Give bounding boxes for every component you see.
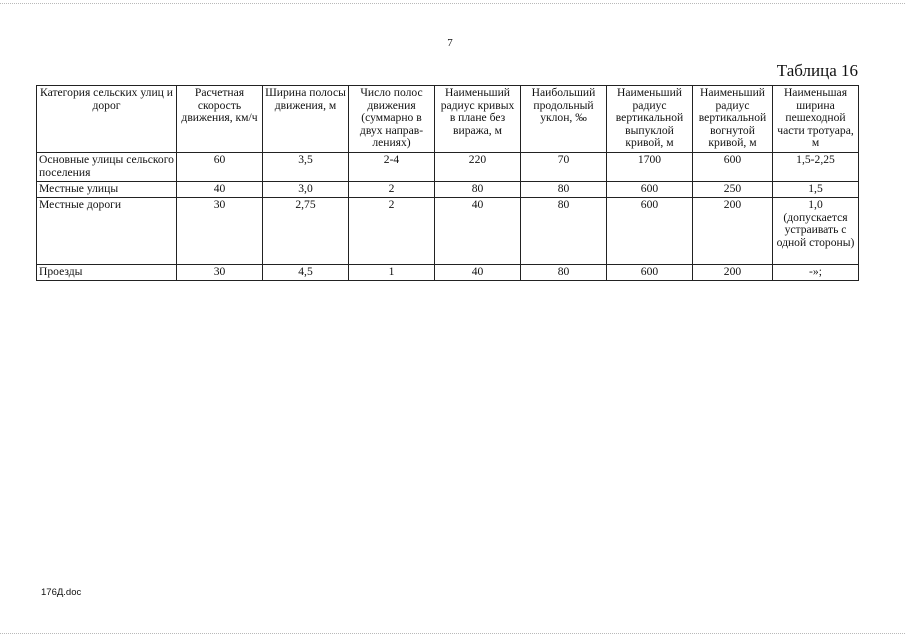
header-lane-count: Число полос движения (суммарно в двух направ-лениях): [349, 86, 435, 153]
table-cell: 40: [177, 182, 263, 198]
table-cell: 220: [435, 153, 521, 182]
page-number: 7: [447, 37, 453, 49]
header-max-gradient: Наибольший продольный уклон, ‰: [521, 86, 607, 153]
table-cell: 40: [435, 198, 521, 265]
table-cell: 250: [693, 182, 773, 198]
table-row: [37, 198, 859, 265]
table-cell: 2-4: [349, 153, 435, 182]
table-cell: 600: [693, 153, 773, 182]
table-row: [37, 182, 859, 198]
table-cell: 200: [693, 265, 773, 281]
table-cell: 2: [349, 182, 435, 198]
table-cell: Местные улицы: [37, 182, 177, 198]
table-cell: 3,5: [263, 153, 349, 182]
footer-filename: 176Д.doc: [41, 587, 82, 598]
table-cell: 1,0 (допускается устраивать с одной стороны): [773, 198, 859, 265]
table-cell: 1: [349, 265, 435, 281]
table-caption: Таблица 16: [776, 61, 858, 80]
scan-top-edge: [0, 3, 905, 4]
header-lane-width: Ширина полосы движения, м: [263, 86, 349, 153]
road-parameters-table: [36, 85, 859, 281]
table-cell: 1,5-2,25: [773, 153, 859, 182]
header-convex-radius: Наименьший радиус вертикальной выпуклой кривой, м: [607, 86, 693, 153]
table-cell: 80: [521, 198, 607, 265]
table-cell: 200: [693, 198, 773, 265]
header-min-curve-radius: Наименьший радиус кривых в плане без виража, м: [435, 86, 521, 153]
table-cell: 30: [177, 265, 263, 281]
table-cell: 40: [435, 265, 521, 281]
table-cell: 2,75: [263, 198, 349, 265]
table-cell: 80: [435, 182, 521, 198]
table-cell: -»;: [773, 265, 859, 281]
table-cell: 600: [607, 198, 693, 265]
table-cell: 1,5: [773, 182, 859, 198]
table-cell: 3,0: [263, 182, 349, 198]
header-design-speed: Расчетная скорость движения, км/ч: [177, 86, 263, 153]
table-cell: 600: [607, 265, 693, 281]
table-cell: 1700: [607, 153, 693, 182]
table-cell: Проезды: [37, 265, 177, 281]
header-category: Категория сельских улиц и дорог: [37, 86, 177, 153]
header-concave-radius: Наименьший радиус вертикальной вогнутой кривой, м: [693, 86, 773, 153]
table-row: [37, 265, 859, 281]
table-cell: 30: [177, 198, 263, 265]
scan-bottom-edge: [0, 633, 905, 634]
table-cell: Основные улицы сельского поселения: [37, 153, 177, 182]
table-cell: 70: [521, 153, 607, 182]
table-cell: 4,5: [263, 265, 349, 281]
table-cell: 80: [521, 182, 607, 198]
table-header-row: [37, 86, 859, 153]
header-sidewalk-width: Наименьшая ширина пешеходной части тротуара, м: [773, 86, 859, 153]
table-cell: 60: [177, 153, 263, 182]
table-cell: 2: [349, 198, 435, 265]
table-cell: 80: [521, 265, 607, 281]
table-row: [37, 153, 859, 182]
table-cell: Местные дороги: [37, 198, 177, 265]
table-cell: 600: [607, 182, 693, 198]
